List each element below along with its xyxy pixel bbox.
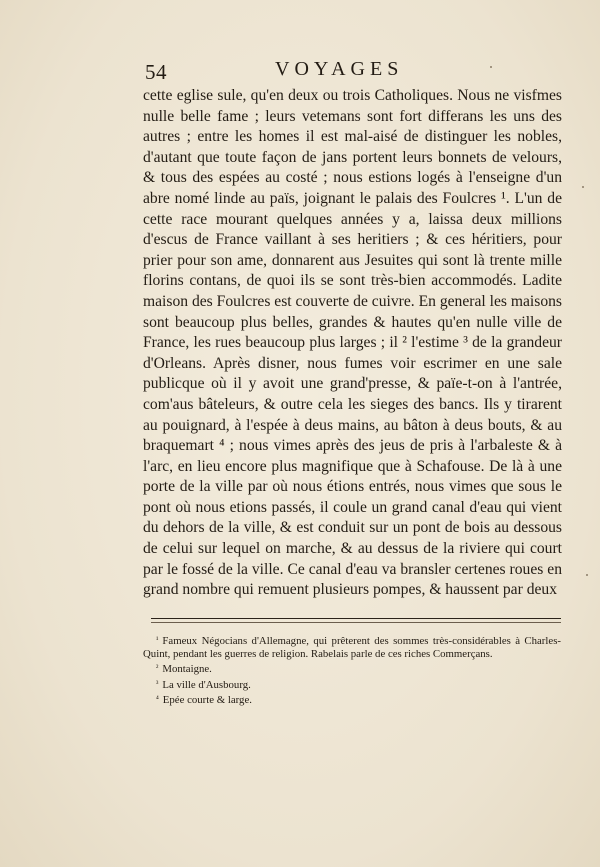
footnote-1 — [143, 633, 561, 661]
footnote-marker: ⁴ — [156, 693, 159, 703]
footnote-text: Fameux Négocians d'Allemagne, qui prêterent des sommes très-considérables à Charles-Quint, pendant les guerres de religion. Rabelais parle de ces riches Commerçans. — [143, 635, 561, 661]
footnote-marker: ¹ — [156, 635, 159, 644]
footnote-3 — [143, 677, 561, 692]
footnote-separator-thin — [151, 622, 561, 623]
footnote-separator — [151, 618, 561, 619]
footnote-2 — [143, 661, 561, 676]
footnote-text: Montaigne. — [162, 663, 212, 676]
footnotes — [143, 633, 561, 707]
footnote-text: Epée courte & large. — [162, 693, 252, 706]
footnote-text: La ville d'Ausbourg. — [162, 678, 251, 691]
page-number: 54 — [145, 60, 167, 84]
footnote-4 — [143, 692, 561, 707]
paper-speck — [582, 186, 584, 188]
body-text — [143, 86, 562, 601]
paper-speck — [490, 66, 492, 68]
body-paragraph: cette eglise sule, qu'en deux ou trois Catholiques. Nous ne visfmes nulle belle fame ; leurs vetemans sont fort differans les uns des autres ; entre les homes il est mal-aisé de distinguer les nobles, d'autant que toute façon de jans portent leurs bonnets de velours, & tous des espées au costé ; nous estions logés à l'enseigne d'un abre nomé linde au païs, joignant le palais des Foulcres ¹. L'un de cette race mourant quelques années y a, laissa deux millions d'escus de France vaillant à ses heritiers ; & ces héritiers, pour prier pour son ame, donnarent aus Jesuites qui sont là trente mille florins contans, de quoi ils se sont très-bien accommodés. Ladite maison des Foulcres est couverte de cuivre. En general les maisons sont beaucoup plus belles, grandes & hautes qu'en nulle ville de France, les rues beaucoup plus larges ; il ² l'estime ³ de la grandeur d'Orleans. Après disner, nous fumes voir escrimer en une sale publicque où il y avoit une grand'presse, & païe-t-on à l'antrée, com'aus bâteleurs, & outre cela les sieges des bancs. Ils y tirarent au pouignard, à l'espée à deus mains, au bâton à deus bouts, & au braquemart ⁴ ; nous vimes après des jeus de pris à l'arbaleste & à l'arc, en lieu encore plus magnifique que à Schafouse. De là à une porte de la ville par où nous étions entrés, nous vimes que sous le pont où nous etions passés, il coule un grand canal d'eau qui vient du dehors de la ville, & est conduit sur un pont de bois au dessous de celui sur lequel on marche, & au dessus de la riviere qui court par le fossé de la ville. Ce canal d'eau va bransler certenes roues en grand nombre qui remuent plusieurs pompes, & haussent par deux — [143, 87, 562, 599]
page-header — [145, 58, 445, 84]
footnote-marker: ³ — [156, 678, 159, 688]
footnote-marker: ² — [156, 663, 159, 673]
paper-speck — [586, 574, 588, 576]
running-head: VOYAGES — [275, 58, 404, 80]
